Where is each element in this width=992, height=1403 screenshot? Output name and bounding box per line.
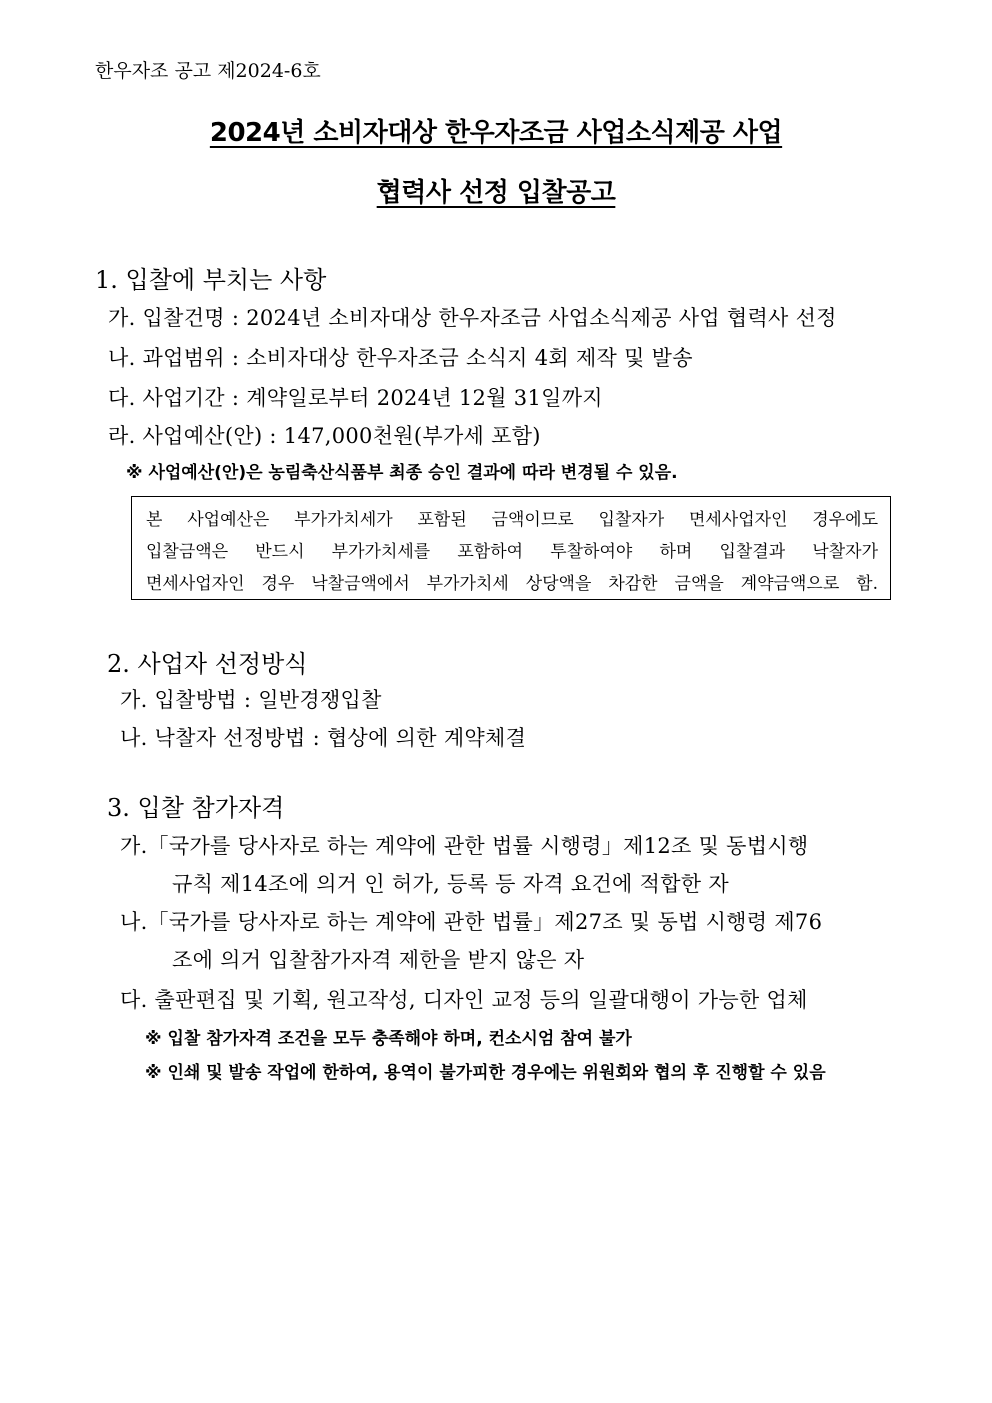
section-1-item: 가. 입찰건명 : 2024년 소비자대상 한우자조금 사업소식제공 사업 협력사 선정 — [108, 306, 837, 330]
section-3-item: 가.「국가를 당사자로 하는 계약에 관한 법률 시행령」제12조 및 동법시행 — [120, 834, 809, 858]
section-3-heading: 3. 입찰 참가자격 — [107, 794, 285, 822]
eligibility-note: ※ 인쇄 및 발송 작업에 한하여, 용역이 불가피한 경우에는 위원회와 협의 후 진행할 수 있음 — [145, 1063, 826, 1083]
title-line-2: 협력사 선정 입찰공고 — [376, 178, 616, 208]
section-2-heading: 2. 사업자 선정방식 — [107, 650, 308, 678]
section-1-item: 다. 사업기간 : 계약일로부터 2024년 12월 31일까지 — [108, 386, 603, 410]
section-1-item: 나. 과업범위 : 소비자대상 한우자조금 소식지 4회 제작 및 발송 — [108, 346, 693, 370]
section-1-item: 라. 사업예산(안) : 147,000천원(부가세 포함) — [108, 424, 541, 448]
budget-note: ※ 사업예산(안)은 농림축산식품부 최종 승인 결과에 따라 변경될 수 있음. — [126, 463, 678, 483]
section-2-item: 가. 입찰방법 : 일반경쟁입찰 — [120, 688, 382, 712]
section-3-item: 다. 출판편집 및 기획, 원고작성, 디자인 교정 등의 일괄대행이 가능한 업체 — [120, 988, 808, 1012]
box-line: 본 사업예산은 부가가치세가 포함된 금액이므로 입찰자가 면세사업자인 경우에도 — [146, 510, 878, 530]
section-1-heading: 1. 입찰에 부치는 사항 — [95, 266, 327, 294]
title-line-1: 2024년 소비자대상 한우자조금 사업소식제공 사업 — [209, 118, 783, 148]
budget-info-box — [131, 496, 891, 600]
section-3-item-continued: 규칙 제14조에 의거 인 허가, 등록 등 자격 요건에 적합한 자 — [172, 872, 729, 896]
box-line: 입찰금액은 반드시 부가가치세를 포함하여 투찰하여야 하며 입찰결과 낙찰자가 — [146, 542, 878, 562]
section-3-item-continued: 조에 의거 입찰참가자격 제한을 받지 않은 자 — [172, 948, 585, 972]
notice-number: 한우자조 공고 제2024-6호 — [95, 60, 321, 82]
section-3-item: 나.「국가를 당사자로 하는 계약에 관한 법률」제27조 및 동법 시행령 제76 — [120, 910, 823, 934]
section-2-item: 나. 낙찰자 선정방법 : 협상에 의한 계약체결 — [120, 726, 527, 750]
eligibility-note: ※ 입찰 참가자격 조건을 모두 충족해야 하며, 컨소시엄 참여 불가 — [145, 1029, 632, 1049]
box-line: 면세사업자인 경우 낙찰금액에서 부가가치세 상당액을 차감한 금액을 계약금액으로 함. — [146, 574, 878, 594]
